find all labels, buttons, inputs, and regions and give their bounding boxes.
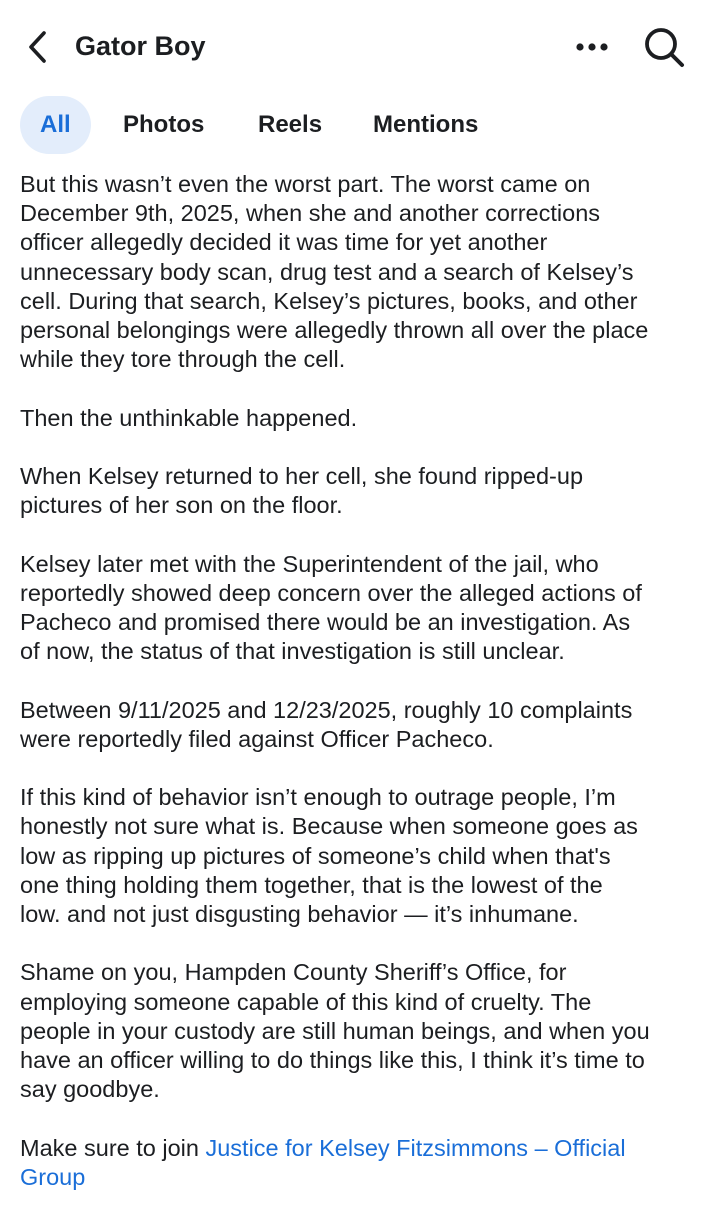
post-body [20, 170, 700, 1221]
text-line: cell. During that search, Kelsey’s pictures, books, and other [20, 287, 638, 314]
text-line: Between 9/11/2025 and 12/23/2025, roughly 10 complaints [20, 696, 633, 723]
post-paragraph [20, 550, 700, 667]
text-line: unnecessary body scan, drug test and a search of Kelsey’s [20, 258, 634, 285]
text-line: have an officer willing to do things like this, I think it’s time to [20, 1047, 645, 1073]
text-line: pictures of her son on the floor. [20, 492, 343, 519]
post-paragraph [20, 696, 700, 754]
text-line: people in your custody are still human beings, and when you [20, 1017, 650, 1044]
text-line: of now, the status of that investigation is still unclear. [20, 638, 565, 665]
join-prefix: Make sure to join [20, 1134, 206, 1161]
post-paragraph [20, 170, 700, 374]
group-link[interactable]: Justice for Kelsey Fitzsimmons – Official [205, 1134, 626, 1161]
tab-all[interactable]: All [20, 96, 91, 154]
text-line: If this kind of behavior isn’t enough to outrage people, I’m [20, 784, 616, 811]
top-bar [0, 0, 713, 94]
text-line: while they tore through the cell. [20, 346, 346, 373]
join-paragraph [20, 1134, 700, 1192]
tab-photos[interactable]: Photos [123, 111, 205, 138]
chevron-left-icon [22, 27, 56, 67]
page-title: Gator Boy [75, 31, 206, 61]
group-link-continued[interactable]: Group [20, 1163, 86, 1190]
text-line: Then the unthinkable happened. [20, 404, 358, 431]
back-button[interactable] [22, 27, 56, 67]
text-line: reportedly showed deep concern over the alleged actions of [20, 579, 642, 606]
text-line: honestly not sure what is. Because when someone goes as [20, 813, 638, 840]
text-line: low as ripping up pictures of someone’s child when that's [20, 842, 611, 869]
text-line: were reportedly filed against Officer Pacheco. [20, 725, 494, 752]
tab-reels[interactable]: Reels [258, 111, 323, 138]
post-paragraph [20, 783, 700, 929]
text-line: officer allegedly decided it was time for yet another [20, 229, 548, 256]
text-line: Shame on you, Hampden County Sheriff’s Office, for [20, 959, 567, 986]
post-paragraph [20, 404, 700, 433]
text-line: say goodbye. [20, 1076, 160, 1103]
post-paragraph [20, 958, 700, 1104]
text-line: When Kelsey returned to her cell, she found ripped-up [20, 463, 584, 489]
text-line: Kelsey later met with the Superintendent of the jail, who [20, 550, 599, 577]
text-line: low. and not just disgusting behavior — it’s inhumane. [20, 901, 579, 927]
text-line: employing someone capable of this kind of cruelty. The [20, 988, 592, 1015]
tab-mentions[interactable]: Mentions [373, 111, 479, 138]
text-line: But this wasn’t even the worst part. The worst came on [20, 171, 591, 197]
join-line [20, 1134, 700, 1163]
search-button[interactable] [640, 24, 688, 70]
text-line: personal belongings were allegedly thrown all over the place [20, 317, 649, 344]
post-paragraph [20, 462, 700, 520]
search-icon [640, 24, 688, 70]
text-line: December 9th, 2025, when she and another corrections [20, 200, 601, 227]
more-horizontal-icon [572, 30, 612, 64]
more-options-button[interactable] [572, 30, 612, 64]
tab-bar [0, 96, 713, 156]
text-line: one thing holding them together, that is the lowest of the [20, 871, 603, 898]
text-line: Pacheco and promised there would be an investigation. As [20, 609, 631, 635]
